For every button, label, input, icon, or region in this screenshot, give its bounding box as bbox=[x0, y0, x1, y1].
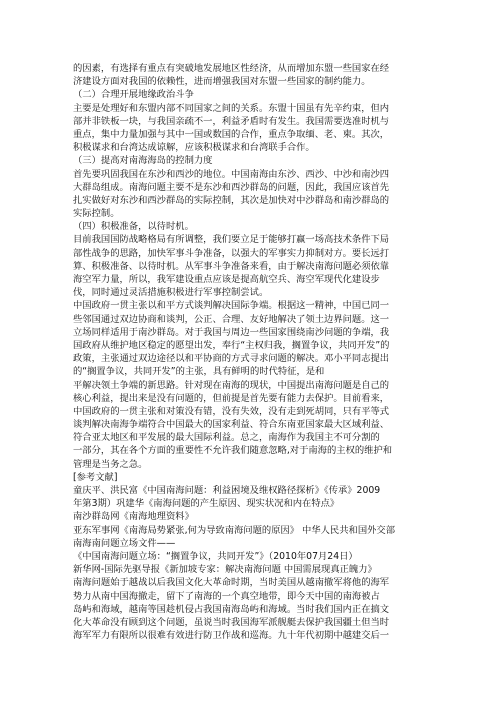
text-line: 政策，主张通过双边途径以和平协商的方式寻求问题的解决。邓小平同志提出 bbox=[73, 353, 390, 365]
reference-line: 南沙群岛网《南海地理资料》 bbox=[73, 511, 194, 523]
text-line: 谈判解决南海争端符合中国最大的国家利益、符合东南亚国家最大区域利益、 bbox=[73, 419, 390, 431]
text-line: 实际控制。 bbox=[73, 208, 120, 220]
reference-line: 童庆平、洪民富《中国南海问题：利益困境及维权路径探析》《传承》2009 bbox=[73, 485, 381, 496]
text-line: 立场同样适用于南沙群岛。对于我国与周边一些国家围绕南沙问题的争端，我 bbox=[73, 326, 390, 338]
text-line: 的“搁置争议，共同开发”的主张，具有鲜明的时代特征，是和 bbox=[73, 366, 325, 378]
text-line: 大群岛组成。南海问题主要不是东沙和西沙群岛的问题，因此，我国应该首先 bbox=[73, 181, 390, 193]
text-line: 重点，集中力量加强与其中一国或数国的合作，重点争取缅、老、柬。其次， bbox=[73, 128, 390, 140]
reference-line: 亚东军事网《南海局势紧张,何为导致南海问题的原因》 中华人民共和国外交部 bbox=[73, 524, 396, 536]
text-line: 首先要巩固我国在东沙和西沙的地位。中国南海由东沙、西沙、中沙和南沙四 bbox=[73, 168, 390, 180]
text-line: 济建设方面对我国的依赖性，进而增强我国对东盟一些国家的制约能力。 bbox=[73, 76, 371, 88]
text-line: 核心利益，提出来是没有问题的，但前提是首先要有能力去保护。目前看来， bbox=[73, 392, 390, 404]
text-line: 算、积极准备、以待时机。从军事斗争准备来看，由于解决南海问题必须依靠 bbox=[73, 260, 390, 272]
text-line: 海空军力量，所以，我军建设重点应该是提高航空兵、海空军现代化建设步 bbox=[73, 274, 380, 285]
document-page bbox=[73, 62, 433, 642]
text-line: 岛屿和海域，越南等国趁机侵占我国南海岛屿和海域。当时我们国内正在搞文 bbox=[73, 603, 390, 615]
text-line: 国政府从维护地区稳定的愿望出发，奉行“主权归我，搁置争议，共同开发”的 bbox=[73, 339, 390, 351]
text-line: 中国政府一贯主张以和平方式谈判解决国际争端。根据这一精神，中国已同一 bbox=[73, 300, 390, 312]
reference-line: 新华网-国际先驱导报《新加坡专家：解决南海问题 中国需展现真正魄力》 bbox=[73, 564, 377, 576]
text-line: 积极谋求和台湾达成谅解，应该积极谋求和台湾联手合作。 bbox=[73, 142, 315, 154]
text-line: 势力从南中国海撤走，留下了南海的一个真空地带，即今天中国的南海被占 bbox=[73, 590, 380, 602]
text-line: 符合亚太地区和平发展的最大国际利益。总之，南海作为我国主不可分割的 bbox=[73, 432, 380, 444]
text-line: 管理是当务之急。 bbox=[73, 458, 148, 470]
text-line: 主要是处理好和东盟内部不同国家之间的关系。东盟十国虽有先辛约束，但内 bbox=[73, 102, 390, 114]
text-line: 伐，同时通过灵活措施积极进行军事控制尝试。 bbox=[73, 287, 269, 299]
section-heading: （四）积极准备，以待时机。 bbox=[73, 221, 194, 233]
reference-line: 年第3期）巩建华《南海问题的产生原因、现实状况和内在特点》 bbox=[73, 498, 340, 510]
reference-line: 《中国南海问题立场：“搁置争议，共同开发”》（2010年07月24日） bbox=[73, 550, 358, 562]
text-line: 部性战争的思路，加快军事斗争准备，以强大的军事实力抑制对方。要长远打 bbox=[73, 247, 390, 259]
text-line: 海军军力有限所以很难有效进行防卫作战和巡海。九十年代初期中越建交后一 bbox=[73, 630, 390, 642]
section-heading: （三）提高对南海海岛的控制力度 bbox=[73, 155, 213, 167]
text-line: 一部分，其在各个方面的重要性不允许我们随意忽略,对于南海的主权的维护和 bbox=[73, 445, 393, 457]
text-line: 部并非铁板一块，与我国亲疏不一，利益矛盾时有发生。我国需要选准时机与 bbox=[73, 115, 390, 127]
references-heading: [参考文献] bbox=[73, 471, 118, 483]
text-line: 化大革命没有顾到这个问题，虽说当时我国海军派舰艇去保护我国疆土但当时 bbox=[73, 616, 390, 628]
text-line: 南海问题始于越战以后我国文化大革命时期，当时美国从越南撤军将他的海军 bbox=[73, 577, 390, 589]
text-line: 的因素，有选择有重点有突破地发展地区性经济，从而增加东盟一些国家在经 bbox=[73, 63, 390, 74]
text-line: 中国政府的一贯主张和对策没有错，没有失效，没有走到死胡同，只有平等式 bbox=[73, 405, 390, 417]
text-line: 目前我国国防战略格局有所调整，我们要立足于能够打赢一场高技术条件下局 bbox=[73, 234, 390, 246]
reference-line: 南海南问题立场文件—— bbox=[73, 537, 176, 549]
text-line: 些邻国通过双边协商和谈判，公正、合理、友好地解决了领土边界问题。这一 bbox=[73, 313, 390, 325]
text-line: 平解决领土争端的新思路。针对现在南海的现状，中国提出南海问题是自己的 bbox=[73, 379, 390, 391]
section-heading: （二）合理开展地缘政治斗争 bbox=[73, 89, 194, 101]
text-line: 扎实做好对东沙和西沙群岛的实际控制，其次是加快对中沙群岛和南沙群岛的 bbox=[73, 194, 390, 206]
